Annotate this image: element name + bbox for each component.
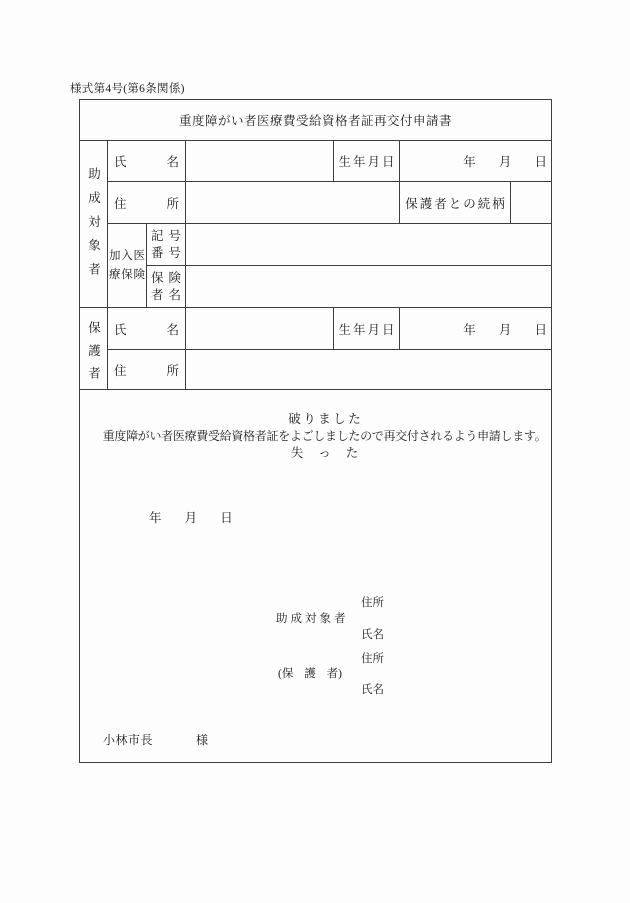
- guardian-name-label: 氏名: [108, 308, 186, 350]
- insurance-label-cell: [108, 224, 147, 308]
- guardian-name-field[interactable]: [186, 308, 334, 350]
- signature-guardian-address-label: 住所: [361, 653, 384, 665]
- guardian-birthdate-field[interactable]: 年 月 日: [400, 308, 552, 350]
- symbol-number-field[interactable]: [186, 224, 552, 266]
- recipient-name-label: 氏名: [108, 141, 186, 182]
- symbol-number-label: 記号番号: [151, 228, 181, 260]
- recipient-birthdate-field[interactable]: 年 月 日: [400, 141, 552, 182]
- statement-sentence: 重度障がい者医療費受給資格者証をよごしましたので再交付されるよう申請します。: [102, 429, 547, 443]
- relation-field[interactable]: [511, 182, 552, 224]
- signature-recipient-label: 助成対象者: [276, 613, 349, 625]
- addressee-honorific: 様: [196, 733, 209, 747]
- reason-option-lost: 失った: [290, 446, 374, 460]
- insurer-label-cell: [147, 266, 186, 308]
- signature-guardian-label: (保 護 者): [278, 668, 342, 680]
- recipient-address-field[interactable]: [186, 182, 400, 224]
- signature-recipient-name-label: 氏名: [361, 629, 384, 641]
- relation-label: 保護者との続柄: [400, 182, 511, 224]
- recipient-section-label: 助成対象者: [86, 167, 101, 275]
- signature-guardian-name-label: 氏名: [361, 684, 384, 696]
- form-title: 重度障がい者医療費受給資格者証再交付申請書: [80, 100, 552, 141]
- recipient-birthdate-label: 生年月日: [334, 141, 400, 182]
- reason-option-torn: 破りました: [288, 412, 364, 426]
- recipient-name-field[interactable]: [186, 141, 334, 182]
- statement-cell: [80, 390, 552, 763]
- guardian-section-cell: [80, 308, 108, 390]
- recipient-address-label: 住所: [108, 182, 186, 224]
- application-form-table: [79, 99, 552, 763]
- addressee-name: 小林市長: [103, 733, 154, 747]
- insurance-label: 加入医療保険: [109, 249, 145, 281]
- guardian-address-label: 住所: [108, 350, 186, 390]
- signature-recipient-address-label: 住所: [361, 597, 384, 609]
- recipient-section-cell: [80, 141, 108, 308]
- guardian-birthdate-label: 生年月日: [334, 308, 400, 350]
- insurer-name-field[interactable]: [186, 266, 552, 308]
- reason-options: [89, 411, 560, 462]
- application-date-field[interactable]: 年 月 日: [149, 511, 233, 525]
- form-number: 様式第4号(第6条関係): [70, 83, 185, 95]
- guardian-section-label: 保護者: [86, 321, 101, 379]
- guardian-address-field[interactable]: [186, 350, 552, 390]
- insurer-label: 保険者名: [151, 270, 181, 302]
- symbol-number-label-cell: [147, 224, 186, 266]
